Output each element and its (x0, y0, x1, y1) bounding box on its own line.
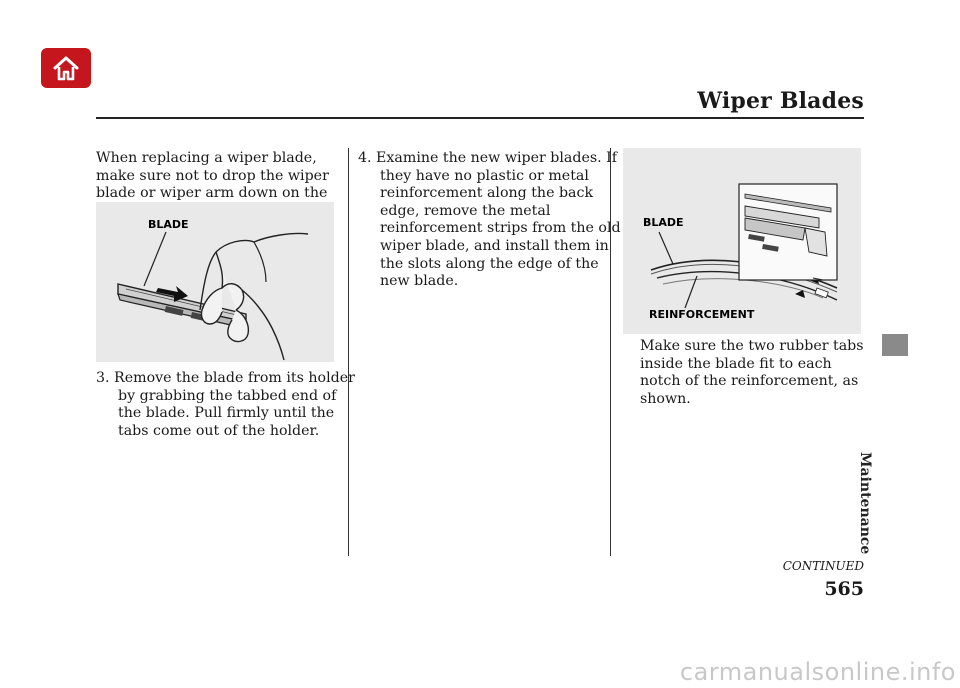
step-4: 4. Examine the new wiper blades. If they have no plastic or metal reinforcement along the back edge, remove the metal reinforcement strips from the old wiper blade, and install them in the slots along the edge of the new blade. (358, 150, 621, 290)
header-rule (96, 117, 864, 119)
blade-label: BLADE (148, 218, 189, 231)
home-button[interactable] (41, 48, 91, 88)
reinforcement-illustration (623, 148, 861, 334)
blade-label-2: BLADE (643, 216, 684, 229)
home-icon (51, 54, 81, 82)
section-label: Maintenance (857, 452, 873, 555)
continued-label: CONTINUED (782, 559, 864, 573)
reinforcement-label: REINFORCEMENT (649, 308, 755, 321)
column-divider-1 (348, 148, 349, 556)
intro-paragraph: When replacing a wiper blade, make sure not to drop the wiper blade or wiper arm down on the (96, 150, 329, 202)
blade-removal-figure (96, 202, 334, 362)
page-title: Wiper Blades (697, 88, 864, 114)
page-number: 565 (824, 578, 864, 600)
reinforcement-figure (623, 148, 861, 334)
section-tab-marker (882, 334, 908, 356)
blade-removal-illustration (96, 202, 334, 362)
step-3: 3. Remove the blade from its holder by grabbing the tabbed end of the blade. Pull firmly until the tabs come out of the holder. (96, 370, 355, 439)
note-paragraph: Make sure the two rubber tabs inside the blade fit to each notch of the reinforcement, as shown. (640, 338, 864, 407)
watermark: carmanualsonline.info (679, 658, 956, 686)
